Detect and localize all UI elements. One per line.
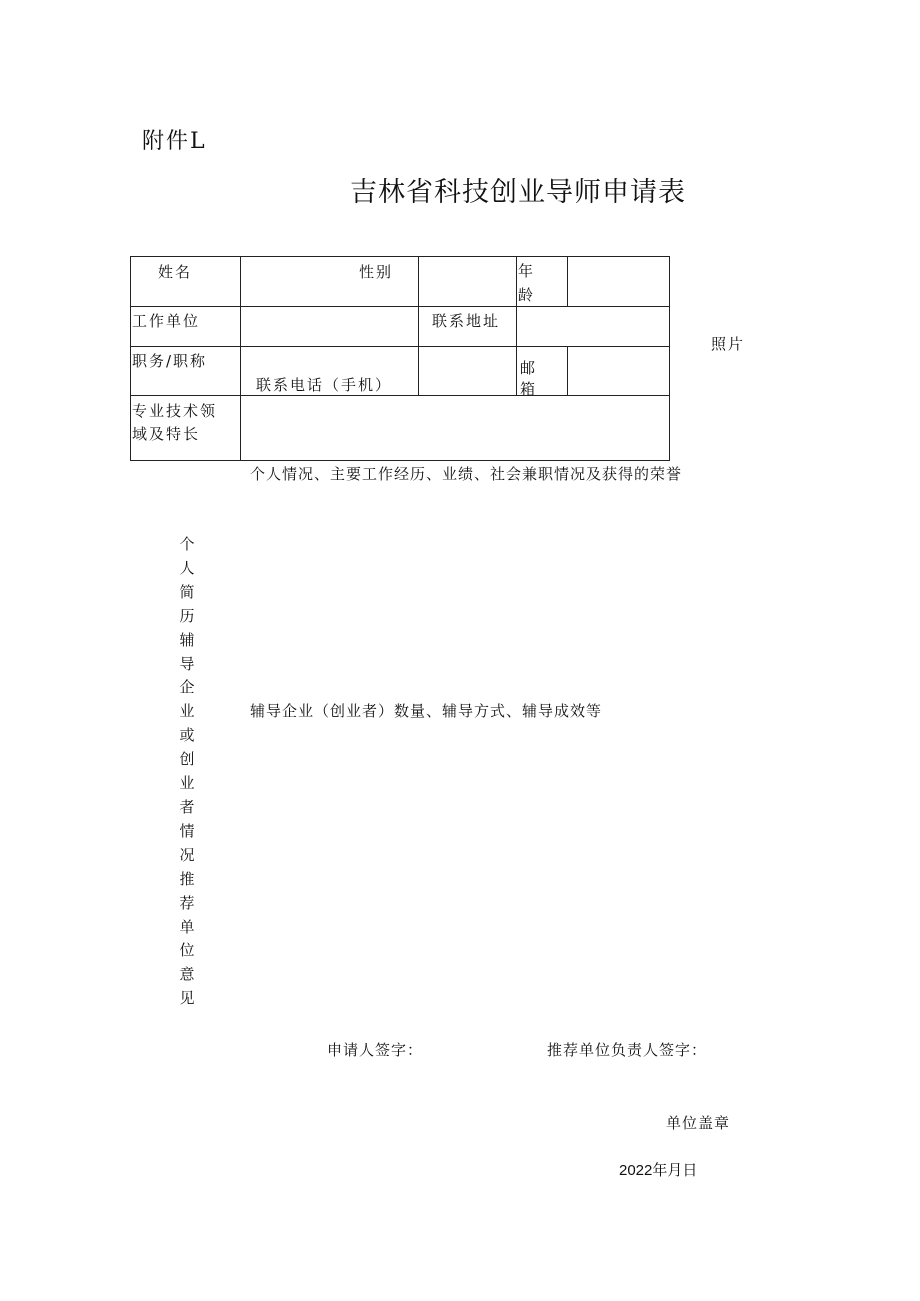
applicant-signature-label: 申请人签字： (327, 1041, 424, 1059)
resume-field[interactable] (246, 490, 706, 690)
side-char: 业 (179, 774, 195, 793)
seal-label: 单位盖章 (666, 1114, 731, 1132)
age-field[interactable] (568, 257, 668, 305)
gender-field[interactable] (419, 257, 515, 305)
email-label-top: 邮 (520, 359, 538, 377)
side-char: 历 (179, 606, 195, 625)
age-label-top: 年 (518, 262, 536, 280)
side-char: 简 (179, 582, 195, 601)
side-char: 导 (179, 654, 195, 673)
side-char: 荐 (179, 893, 195, 912)
age-label-bottom: 龄 (518, 286, 536, 304)
field-label-line2: 域及特长 (132, 425, 201, 443)
side-char: 企 (179, 678, 195, 697)
side-char: 况 (179, 845, 195, 864)
section-side-labels (178, 533, 196, 1011)
side-char: 个 (179, 535, 195, 553)
specialty-field[interactable] (241, 396, 668, 459)
coaching-note: 辅导企业（创业者）数量、辅导方式、辅导成效等 (250, 702, 603, 720)
side-char: 单 (179, 917, 195, 936)
field-label-line1: 专业技术领 (132, 402, 218, 420)
side-char: 位 (179, 941, 195, 960)
form-title: 吉林省科技创业导师申请表 (350, 177, 686, 208)
work-unit-field[interactable] (241, 307, 417, 345)
position-label: 职务/职称 (132, 352, 208, 370)
coaching-field[interactable] (246, 725, 706, 1025)
photo-label: 照片 (711, 335, 746, 353)
date-label: 2022年月日 (619, 1162, 698, 1179)
email-label-bottom: 箱 (520, 380, 538, 398)
phone-field[interactable] (419, 347, 515, 394)
side-char: 创 (179, 750, 195, 769)
recommender-signature-label: 推荐单位负责人签字： (547, 1041, 708, 1059)
address-label: 联系地址 (432, 312, 501, 330)
phone-label: 联系电话（手机） (256, 376, 393, 394)
side-char: 辅 (179, 630, 195, 649)
side-char: 者 (179, 797, 195, 816)
address-field[interactable] (517, 307, 668, 345)
resume-note: 个人情况、主要工作经历、业绩、社会兼职情况及获得的荣誉 (250, 465, 683, 483)
work-unit-label: 工作单位 (132, 312, 201, 330)
email-field[interactable] (568, 347, 668, 394)
side-char: 业 (179, 702, 195, 721)
gender-label: 性别 (359, 263, 394, 281)
attachment-label: 附件L (142, 129, 207, 154)
name-label: 姓名 (158, 263, 193, 281)
side-char: 推 (179, 869, 195, 888)
side-char: 情 (179, 821, 195, 840)
side-char: 人 (179, 558, 195, 577)
side-char: 见 (179, 989, 195, 1008)
side-char: 或 (179, 726, 195, 745)
side-char: 意 (179, 965, 195, 984)
